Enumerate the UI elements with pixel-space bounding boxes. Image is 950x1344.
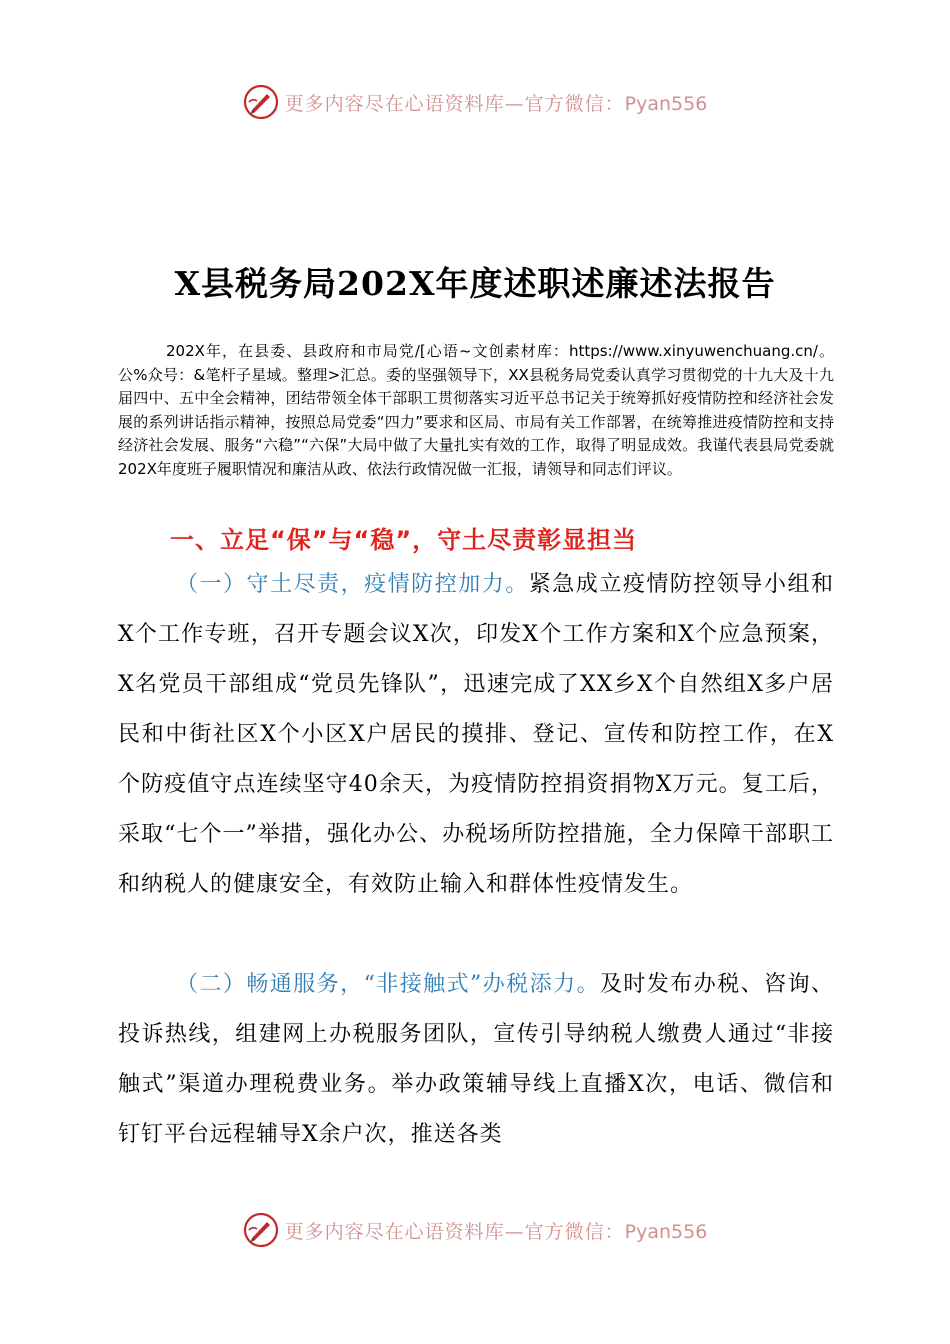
intro-paragraph: 202X年，在县委、县政府和市局党/[心语~文创素材库：https://www.xinyuwenchuang.cn/。公%众号：&笔杆子星域。整理>汇总。委的坚强领导下，XX县税务局党委认真学习贯彻党的十九大及十九届四中、五中全会精神，团结带领全体干部职工贯彻落实习近平总书记关于统筹抓好疫情防控和经济社会发展的系列讲话指示精神，按照总局党委“四力”要求和区局、市局有关工作部署，在统筹推进疫情防控和支持经济社会发展、服务“六稳”“六保”大局中做了大量扎实有效的工作，取得了明显成效。我谨代表县局党委就202X年度班子履职情况和廉洁从政、依法行政情况做一汇报，请领导和同志们评议。 xyxy=(118,342,834,478)
subsection-2-body: 及时发布办税、咨询、投诉热线，组建网上办税服务团队，宣传引导纳税人缴费人通过“非接触式”渠道办理税费业务。举办政策辅导线上直播X次，电话、微信和钉钉平台远程辅导X余户次，推送各类 xyxy=(118,972,834,1147)
pen-logo-icon xyxy=(243,1212,279,1248)
watermark-header xyxy=(0,82,950,122)
subsection-heading-1: （一）守土尽责，疫情防控加力。 xyxy=(176,572,529,597)
watermark-text: 更多内容尽在心语资料库—官方微信：Pyan556 xyxy=(284,92,708,115)
pen-logo-icon xyxy=(243,84,279,120)
subsection-heading-2: （二）畅通服务，“非接触式”办税添力。 xyxy=(176,972,600,997)
section-heading-1: 一、立足“保”与“稳”，守土尽责彰显担当 xyxy=(170,526,638,554)
subsection-1-body: 紧急成立疫情防控领导小组和X个工作专班，召开专题会议X次，印发X个工作方案和X个应急预案，X名党员干部组成“党员先锋队”，迅速完成了XX乡X个自然组X多户居民和中街社区X个小区X户居民的摸排、登记、宣传和防控工作，在X个防疫值守点连续坚守40余天，为疫情防控捐资捐物X万元。复工后，采取“七个一”举措，强化办公、办税场所防控措施，全力保障干部职工和纳税人的健康安全，有效防止输入和群体性疫情发生。 xyxy=(118,572,834,897)
watermark-text: 更多内容尽在心语资料库—官方微信：Pyan556 xyxy=(284,1220,708,1243)
subsection-1-paragraph xyxy=(118,560,834,910)
watermark-footer xyxy=(0,1210,950,1250)
subsection-2-paragraph xyxy=(118,960,834,1160)
document-title: X县税务局202X年度述职述廉述法报告 xyxy=(174,264,776,303)
